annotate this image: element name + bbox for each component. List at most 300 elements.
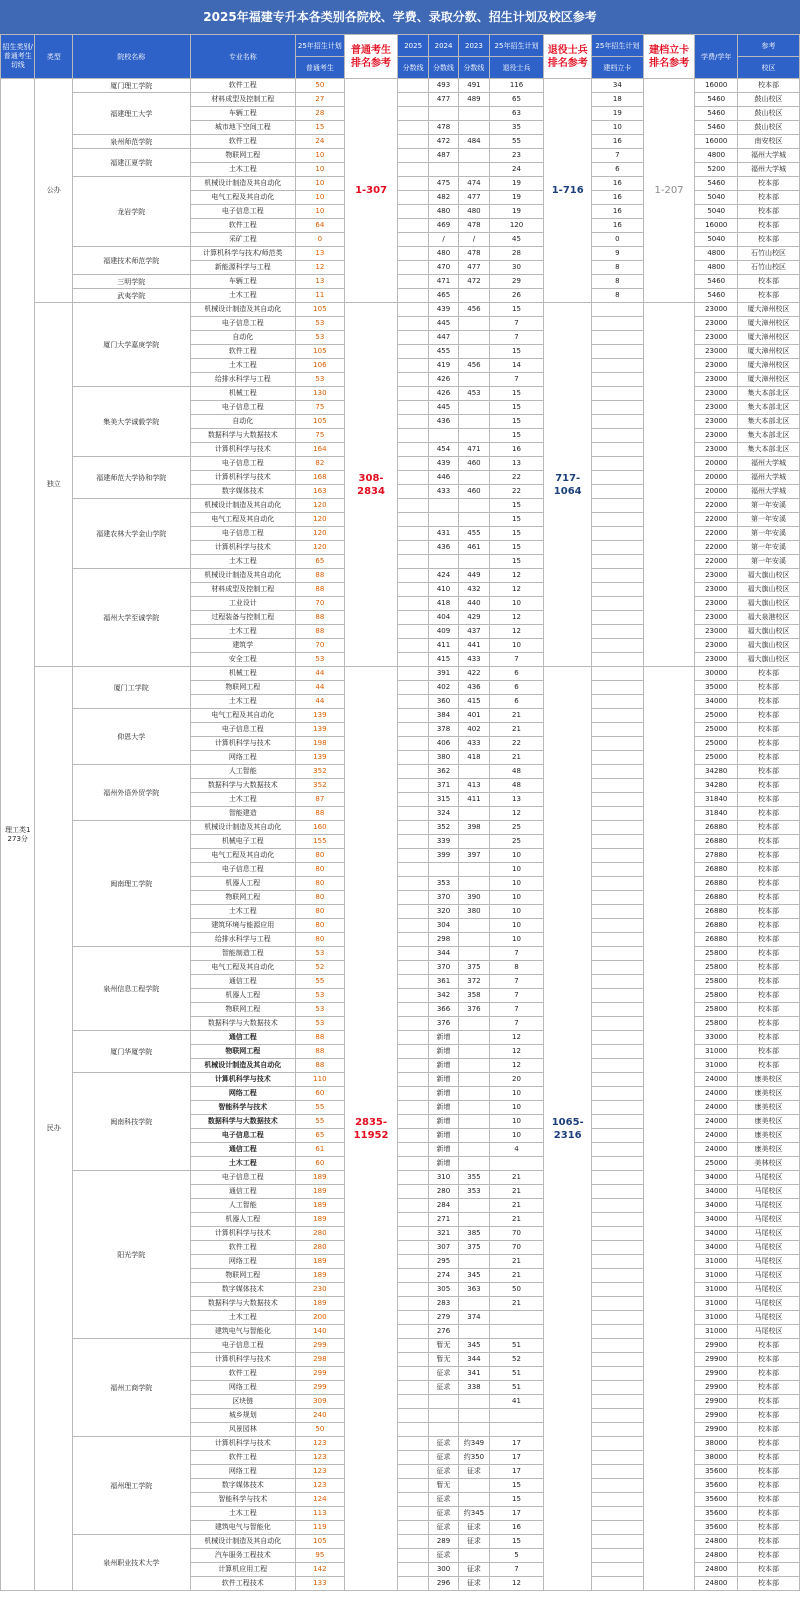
- campus: 第一年安溪: [738, 555, 800, 569]
- score-2025: [398, 275, 428, 289]
- plan-normal: 189: [296, 1297, 345, 1311]
- score-2023: [459, 289, 489, 303]
- fee: 22000: [695, 541, 738, 555]
- plan-normal: 123: [296, 1451, 345, 1465]
- plan-normal: 70: [296, 639, 345, 653]
- plan-vet: 22: [489, 737, 544, 751]
- plan-normal: 80: [296, 905, 345, 919]
- score-2023: [459, 513, 489, 527]
- plan-card: [592, 975, 644, 989]
- major-name: 软件工程: [190, 219, 295, 233]
- col-2024: 2024: [428, 35, 458, 57]
- major-name: 通信工程: [190, 1143, 295, 1157]
- plan-vet: [489, 1409, 544, 1423]
- school-name: 福建江夏学院: [72, 149, 190, 177]
- plan-card: [592, 345, 644, 359]
- score-2023: 456: [459, 303, 489, 317]
- col-2023: 2023: [459, 35, 489, 57]
- campus: 校本部: [738, 1521, 800, 1535]
- score-2025: [398, 135, 428, 149]
- score-2024: 新增: [428, 1115, 458, 1129]
- score-2023: [459, 317, 489, 331]
- plan-card: [592, 1017, 644, 1031]
- plan-card: [592, 1339, 644, 1353]
- score-2025: [398, 947, 428, 961]
- campus: 校本部: [738, 835, 800, 849]
- score-2024: 284: [428, 1199, 458, 1213]
- campus: 福大泉港校区: [738, 611, 800, 625]
- major-name: 物联网工程: [190, 1269, 295, 1283]
- score-2025: [398, 1465, 428, 1479]
- campus: 南安校区: [738, 135, 800, 149]
- campus: 美林校区: [738, 1157, 800, 1171]
- plan-vet: 21: [489, 1199, 544, 1213]
- score-2023: 461: [459, 541, 489, 555]
- plan-vet: 21: [489, 1185, 544, 1199]
- plan-vet: 26: [489, 289, 544, 303]
- campus: 校本部: [738, 1493, 800, 1507]
- plan-card: [592, 1171, 644, 1185]
- score-2023: [459, 1199, 489, 1213]
- campus: 福大旗山校区: [738, 653, 800, 667]
- plan-vet: 15: [489, 345, 544, 359]
- school-name: 福州工商学院: [72, 1339, 190, 1437]
- score-2024: 征求: [428, 1493, 458, 1507]
- plan-vet: 15: [489, 1493, 544, 1507]
- school-name: 福建理工大学: [72, 93, 190, 135]
- plan-vet: 7: [489, 1563, 544, 1577]
- major-name: 电子信息工程: [190, 1171, 295, 1185]
- score-2023: 372: [459, 975, 489, 989]
- campus: 石竹山校区: [738, 261, 800, 275]
- fee: 20000: [695, 485, 738, 499]
- plan-vet: 63: [489, 107, 544, 121]
- col-plan-vet: 25年招生计划: [489, 35, 544, 57]
- plan-card: [592, 1227, 644, 1241]
- score-2023: [459, 163, 489, 177]
- plan-normal: 113: [296, 1507, 345, 1521]
- score-2023: 413: [459, 779, 489, 793]
- score-2023: [459, 149, 489, 163]
- plan-card: [592, 471, 644, 485]
- score-2024: 366: [428, 1003, 458, 1017]
- plan-normal: 80: [296, 877, 345, 891]
- plan-normal: 80: [296, 919, 345, 933]
- score-2023: 355: [459, 1171, 489, 1185]
- plan-vet: 15: [489, 499, 544, 513]
- score-2025: [398, 1325, 428, 1339]
- score-2023: 460: [459, 457, 489, 471]
- fee: 26880: [695, 891, 738, 905]
- campus: 马尾校区: [738, 1199, 800, 1213]
- col-type: 类型: [35, 35, 73, 79]
- major-name: 软件工程: [190, 345, 295, 359]
- major-name: 建筑环境与能源应用: [190, 919, 295, 933]
- fee: 35600: [695, 1507, 738, 1521]
- col-plan25: 25年招生计划: [296, 35, 345, 57]
- score-2024: 新增: [428, 1087, 458, 1101]
- plan-normal: 130: [296, 387, 345, 401]
- score-2024: 404: [428, 611, 458, 625]
- plan-normal: 189: [296, 1213, 345, 1227]
- fee: 23000: [695, 415, 738, 429]
- fee: 20000: [695, 457, 738, 471]
- score-2023: 455: [459, 527, 489, 541]
- campus: 校本部: [738, 1549, 800, 1563]
- score-2025: [398, 373, 428, 387]
- major-name: 车辆工程: [190, 107, 295, 121]
- major-name: 计算机科学与技术: [190, 541, 295, 555]
- score-2025: [398, 849, 428, 863]
- plan-vet: 12: [489, 1045, 544, 1059]
- score-2025: [398, 345, 428, 359]
- fee: 5460: [695, 93, 738, 107]
- school-name: 闽南科技学院: [72, 1073, 190, 1171]
- campus: 校本部: [738, 975, 800, 989]
- plan-vet: 10: [489, 1101, 544, 1115]
- plan-vet: 51: [489, 1367, 544, 1381]
- campus: 校本部: [738, 289, 800, 303]
- fee: 24000: [695, 1101, 738, 1115]
- plan-card: [592, 821, 644, 835]
- fee: 31000: [695, 1045, 738, 1059]
- score-2025: [398, 583, 428, 597]
- plan-vet: 12: [489, 807, 544, 821]
- score-2025: [398, 415, 428, 429]
- col-vet-rank: 退役士兵 排名参考: [544, 35, 592, 79]
- score-2023: [459, 835, 489, 849]
- plan-card: [592, 667, 644, 681]
- plan-normal: 160: [296, 821, 345, 835]
- school-name: 阳光学院: [72, 1171, 190, 1339]
- plan-vet: 22: [489, 471, 544, 485]
- plan-vet: 12: [489, 611, 544, 625]
- score-2023: 345: [459, 1339, 489, 1353]
- score-2024: 征求: [428, 1367, 458, 1381]
- score-2025: [398, 191, 428, 205]
- plan-card: [592, 1353, 644, 1367]
- campus: 校本部: [738, 79, 800, 93]
- major-name: 机械设计制造及其自动化: [190, 1535, 295, 1549]
- plan-vet: 10: [489, 891, 544, 905]
- major-name: 土木工程: [190, 625, 295, 639]
- major-name: 电子信息工程: [190, 457, 295, 471]
- campus: 第一年安溪: [738, 513, 800, 527]
- score-2024: 446: [428, 471, 458, 485]
- table-body: [1, 79, 800, 1591]
- fee: 25800: [695, 975, 738, 989]
- plan-card: [592, 1535, 644, 1549]
- plan-normal: 44: [296, 667, 345, 681]
- fee: 25000: [695, 723, 738, 737]
- fee: 38000: [695, 1437, 738, 1451]
- score-2024: 300: [428, 1563, 458, 1577]
- plan-vet: 15: [489, 1479, 544, 1493]
- major-name: 数据科学与大数据技术: [190, 1017, 295, 1031]
- plan-normal: 53: [296, 1003, 345, 1017]
- campus: 康美校区: [738, 1129, 800, 1143]
- fee: 24000: [695, 1073, 738, 1087]
- score-2025: [398, 1395, 428, 1409]
- fee: 34280: [695, 779, 738, 793]
- score-2023: [459, 877, 489, 891]
- major-name: 通信工程: [190, 1031, 295, 1045]
- plan-vet: 51: [489, 1381, 544, 1395]
- score-2024: 454: [428, 443, 458, 457]
- school-name: 福州大学至诚学院: [72, 569, 190, 667]
- plan-card: [592, 1101, 644, 1115]
- score-2025: [398, 443, 428, 457]
- score-2024: 480: [428, 205, 458, 219]
- plan-card: 18: [592, 93, 644, 107]
- campus: 第一年安溪: [738, 499, 800, 513]
- score-2023: [459, 345, 489, 359]
- score-2024: 征求: [428, 1451, 458, 1465]
- plan-vet: 10: [489, 933, 544, 947]
- campus: 校本部: [738, 905, 800, 919]
- fee: 22000: [695, 555, 738, 569]
- campus: 福州大学城: [738, 485, 800, 499]
- score-2024: 征求: [428, 1549, 458, 1563]
- plan-vet: 7: [489, 989, 544, 1003]
- plan-normal: 164: [296, 443, 345, 457]
- plan-vet: 17: [489, 1507, 544, 1521]
- card-rank: [643, 303, 695, 667]
- plan-vet: 10: [489, 849, 544, 863]
- plan-card: [592, 1031, 644, 1045]
- plan-normal: 309: [296, 1395, 345, 1409]
- fee: 33000: [695, 1031, 738, 1045]
- plan-card: [592, 597, 644, 611]
- fee: 23000: [695, 597, 738, 611]
- score-2023: 390: [459, 891, 489, 905]
- plan-card: [592, 1129, 644, 1143]
- plan-normal: 299: [296, 1339, 345, 1353]
- plan-normal: 75: [296, 401, 345, 415]
- score-2025: [398, 261, 428, 275]
- plan-vet: 51: [489, 1339, 544, 1353]
- col-normal-rank: 普通考生 排名参考: [344, 35, 398, 79]
- plan-vet: 16: [489, 1521, 544, 1535]
- score-2025: [398, 751, 428, 765]
- plan-normal: 80: [296, 863, 345, 877]
- score-2025: [398, 1521, 428, 1535]
- col-major: 专业名称: [190, 35, 295, 79]
- plan-card: [592, 933, 644, 947]
- type-cell: 民办: [35, 667, 73, 1591]
- campus: 校本部: [738, 751, 800, 765]
- score-2025: [398, 205, 428, 219]
- major-name: 土木工程: [190, 163, 295, 177]
- major-name: 机械设计制造及其自动化: [190, 303, 295, 317]
- score-2024: 279: [428, 1311, 458, 1325]
- plan-card: [592, 1087, 644, 1101]
- plan-card: [592, 485, 644, 499]
- major-name: 建筑学: [190, 639, 295, 653]
- col-fee: 学费/学年: [695, 35, 738, 79]
- score-2024: 415: [428, 653, 458, 667]
- score-2024: 289: [428, 1535, 458, 1549]
- score-2025: [398, 639, 428, 653]
- score-2023: 398: [459, 821, 489, 835]
- campus: 校本部: [738, 947, 800, 961]
- plan-vet: 10: [489, 919, 544, 933]
- score-2025: [398, 1017, 428, 1031]
- plan-normal: 240: [296, 1409, 345, 1423]
- fee: 31000: [695, 1325, 738, 1339]
- plan-card: 6: [592, 163, 644, 177]
- plan-card: [592, 1185, 644, 1199]
- score-2024: 298: [428, 933, 458, 947]
- col-plan25-sub: 普通考生: [296, 57, 345, 79]
- fee: 29900: [695, 1423, 738, 1437]
- fee: 22000: [695, 527, 738, 541]
- score-2023: 338: [459, 1381, 489, 1395]
- score-2023: [459, 1129, 489, 1143]
- plan-vet: 7: [489, 947, 544, 961]
- score-2025: [398, 289, 428, 303]
- major-name: 采矿工程: [190, 233, 295, 247]
- score-2024: [428, 429, 458, 443]
- col-plan-card: 25年招生计划: [592, 35, 644, 57]
- score-2024: 征求: [428, 1465, 458, 1479]
- fee: 31000: [695, 1311, 738, 1325]
- vet-rank: 717-1064: [544, 303, 592, 667]
- major-name: 城乡规划: [190, 1409, 295, 1423]
- score-2025: [398, 905, 428, 919]
- score-2023: [459, 765, 489, 779]
- campus: 校本部: [738, 1577, 800, 1591]
- fee: 5460: [695, 177, 738, 191]
- score-2024: 470: [428, 261, 458, 275]
- plan-vet: 10: [489, 1129, 544, 1143]
- plan-vet: 41: [489, 1395, 544, 1409]
- score-2024: 新增: [428, 1031, 458, 1045]
- plan-normal: 44: [296, 681, 345, 695]
- plan-normal: 110: [296, 1073, 345, 1087]
- fee: 5040: [695, 191, 738, 205]
- col-category: 招生类别/普通考生切线: [1, 35, 35, 79]
- score-2024: 征求: [428, 1437, 458, 1451]
- fee: 29900: [695, 1395, 738, 1409]
- campus: 马尾校区: [738, 1283, 800, 1297]
- fee: 23000: [695, 359, 738, 373]
- campus: 福大旗山校区: [738, 639, 800, 653]
- score-2025: [398, 653, 428, 667]
- score-2024: 426: [428, 387, 458, 401]
- plan-vet: 6: [489, 667, 544, 681]
- plan-normal: 0: [296, 233, 345, 247]
- score-2023: 478: [459, 247, 489, 261]
- campus: 校本部: [738, 779, 800, 793]
- score-2024: 新增: [428, 1157, 458, 1171]
- score-2025: [398, 1381, 428, 1395]
- score-2025: [398, 1101, 428, 1115]
- score-2024: 324: [428, 807, 458, 821]
- fee: 24000: [695, 1143, 738, 1157]
- plan-normal: 64: [296, 219, 345, 233]
- major-name: 网络工程: [190, 1087, 295, 1101]
- plan-card: [592, 387, 644, 401]
- normal-rank: 308-2834: [344, 303, 398, 667]
- fee: 25800: [695, 1017, 738, 1031]
- score-2023: 449: [459, 569, 489, 583]
- score-2024: 478: [428, 121, 458, 135]
- score-2023: 456: [459, 359, 489, 373]
- plan-normal: 189: [296, 1171, 345, 1185]
- score-2024: 339: [428, 835, 458, 849]
- major-name: 物联网工程: [190, 1003, 295, 1017]
- plan-normal: 55: [296, 1101, 345, 1115]
- plan-normal: 60: [296, 1157, 345, 1171]
- major-name: 通信工程: [190, 975, 295, 989]
- score-2024: 376: [428, 1017, 458, 1031]
- score-2023: [459, 121, 489, 135]
- score-2024: 471: [428, 275, 458, 289]
- plan-normal: 120: [296, 541, 345, 555]
- fee: 35600: [695, 1465, 738, 1479]
- fee: 20000: [695, 471, 738, 485]
- score-2024: [428, 163, 458, 177]
- score-2024: 436: [428, 415, 458, 429]
- score-2025: [398, 1437, 428, 1451]
- score-2025: [398, 1423, 428, 1437]
- school-name: 泉州师范学院: [72, 135, 190, 149]
- score-2025: [398, 1199, 428, 1213]
- plan-card: [592, 513, 644, 527]
- plan-normal: 61: [296, 1143, 345, 1157]
- score-2024: 361: [428, 975, 458, 989]
- major-name: 土木工程: [190, 905, 295, 919]
- score-2023: [459, 555, 489, 569]
- plan-normal: 139: [296, 709, 345, 723]
- score-2023: 471: [459, 443, 489, 457]
- score-2024: [428, 1409, 458, 1423]
- score-2024: 新增: [428, 1143, 458, 1157]
- major-name: 机械工程: [190, 667, 295, 681]
- score-2025: [398, 989, 428, 1003]
- plan-card: 16: [592, 219, 644, 233]
- plan-vet: 70: [489, 1227, 544, 1241]
- score-2024: 征求: [428, 1381, 458, 1395]
- score-2024: 402: [428, 681, 458, 695]
- plan-card: [592, 1479, 644, 1493]
- score-2023: 358: [459, 989, 489, 1003]
- plan-vet: 21: [489, 1269, 544, 1283]
- major-name: 机器人工程: [190, 1213, 295, 1227]
- vet-rank: 1-716: [544, 79, 592, 303]
- plan-normal: 50: [296, 79, 345, 93]
- plan-vet: 12: [489, 1577, 544, 1591]
- score-2024: 271: [428, 1213, 458, 1227]
- campus: 集大本部北区: [738, 415, 800, 429]
- plan-normal: 123: [296, 1437, 345, 1451]
- plan-card: [592, 961, 644, 975]
- plan-vet: 35: [489, 121, 544, 135]
- plan-card: [592, 1577, 644, 1591]
- table-row: [1, 667, 800, 681]
- campus: 校本部: [738, 1409, 800, 1423]
- score-2023: 472: [459, 275, 489, 289]
- fee: 25800: [695, 947, 738, 961]
- plan-card: [592, 429, 644, 443]
- major-name: 土木工程: [190, 1157, 295, 1171]
- campus: 福大旗山校区: [738, 583, 800, 597]
- score-2024: 362: [428, 765, 458, 779]
- fee: 26880: [695, 905, 738, 919]
- score-2025: [398, 807, 428, 821]
- plan-card: [592, 457, 644, 471]
